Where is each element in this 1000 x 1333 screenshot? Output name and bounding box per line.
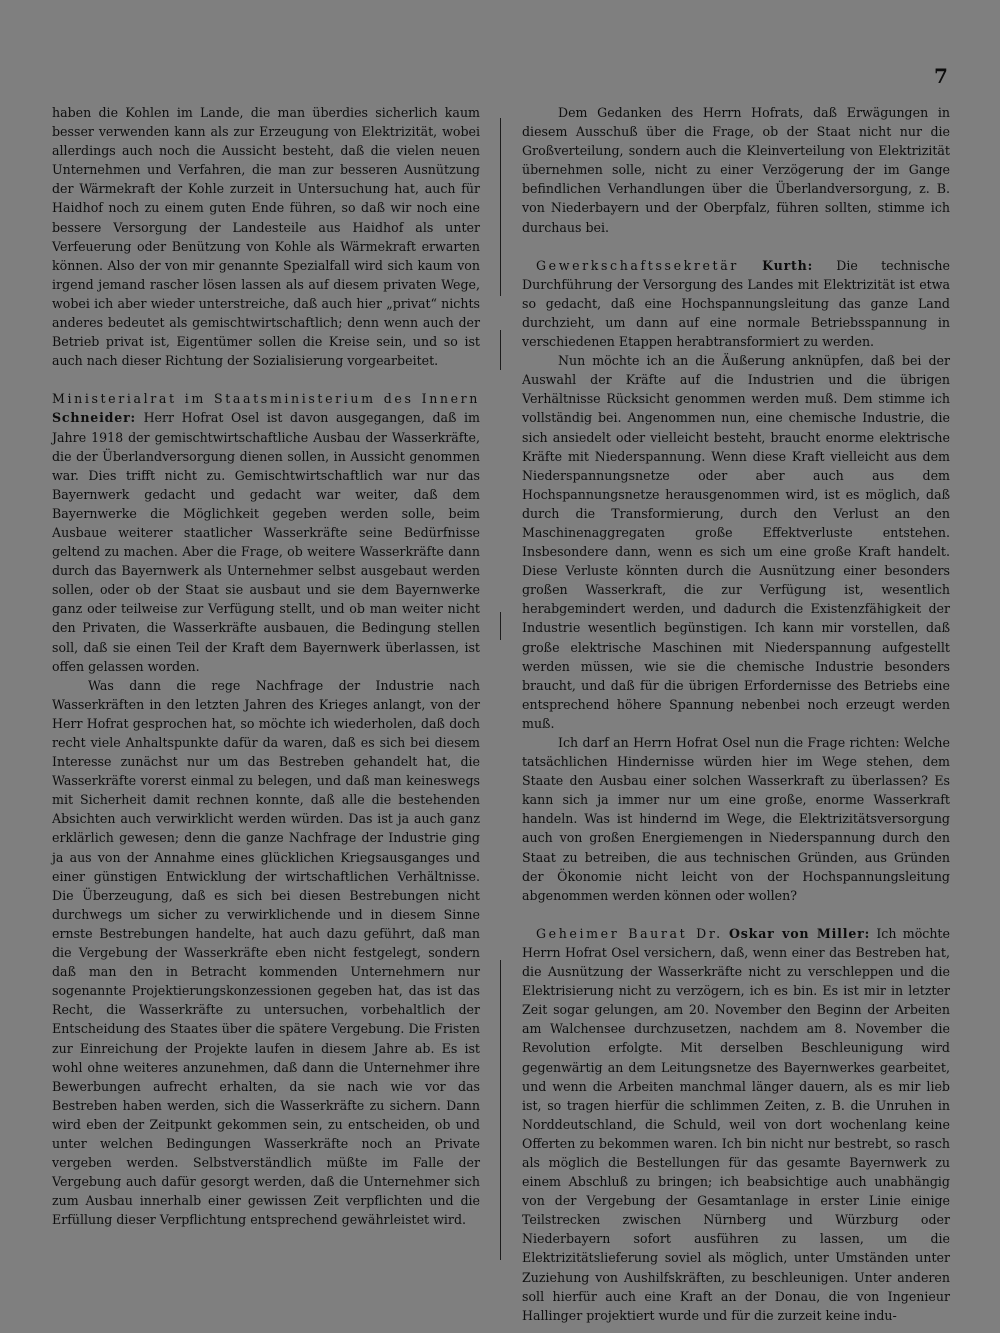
column-rule (500, 612, 501, 640)
paragraph: Nun möchte ich an die Äußerung anknüpfen, daß bei der Auswahl der Kräfte auf die Industrien und die übrigen Verhältnisse Rücksicht genommen werden muß. Dem stimme ich vollständig bei. Angenommen nun, eine chemische Industrie, die sich ansiedelt oder vielleicht besteht, braucht enorme elektrische Kräfte mit Niederspannung. Wenn diese Kraft vielleicht aus dem Niederspannungsnetze oder aber auch aus dem Hochspannungsnetze herausgenommen wird, ist es möglich, daß durch die Transformierung, durch den Verlust an den Maschinenaggregaten große Effektverluste entstehen. Insbesondere dann, wenn es sich um eine große Kraft handelt. Diese Verluste könnten durch die Ausnützung einer besonders großen Wasserkraft, die zur Verfügung ist, wesentlich herabgemindert werden, und dadurch die Existenzfähigkeit der Industrie wesentlich begünstigen. Ich kann mir vorstellen, daß große elektrische Maschinen mit Niederspannung aufgestellt werden müssen, wie sie die chemische Industrie besonders braucht, und daß für die übrigen Erfordernisse des Betriebs eine entsprechend höhere Spannung nebenbei noch erzeugt werden muß. (522, 353, 950, 731)
speaker-paragraph (522, 924, 950, 1325)
speaker-name: Kurth: (762, 257, 814, 273)
right-column (522, 103, 950, 1325)
speaker-title: Geheimer Baurat Dr. (536, 925, 723, 941)
speaker-paragraph (52, 389, 480, 675)
speech-text: Ich möchte Herrn Hofrat Osel versichern, daß, wenn einer das Bestreben hat, die Ausnützung der Wasserkräfte nicht zu verschleppen und die Elektrisierung nicht zu verzögern, ich es bin. Es ist mir in letzter Zeit sogar gelungen, am 20. November den Beginn der Arbeiten am Walchensee durchzusetzen, nachdem am 8. November die Revolution erfolgte. Mit derselben Beschleunigung wird gegenwärtig an dem Leitungsnetze des Bayernwerkes gearbeitet, und wenn die Arbeiten manchmal länger dauern, als es mir lieb ist, so tragen hierfür die schlimmen Zeiten, z. B. die Unruhen in Norddeutschland, die Schuld, weil von dort wochenlang keine Offerten zu bekommen waren. Ich bin nicht nur bestrebt, so rasch als möglich die Bestellungen für das gesamte Bayernwerk zu einem Abschluß zu bringen; ich beabsichtige auch unabhängig von der Vergebung der Gesamtanlage in erster Linie einige Teilstrecken zwischen Nürnberg und Würzburg oder Niederbayern sofort ausführen zu lassen, um die Elektrizitätslieferung soviel als möglich, unter Umständen unter Zuziehung von Aushilfskräften, zu beschleunigen. Unter anderen soll hierfür auch eine Kraft an der Donau, die von Ingenieur Hallinger projektiert wurde und für die zurzeit keine indu- (522, 925, 950, 1323)
speaker-name: Schneider: (52, 410, 136, 426)
paragraph: Was dann die rege Nachfrage der Industrie nach Wasserkräften in den letzten Jahren des Krieges anlangt, von der Herr Hofrat gesprochen hat, so möchte ich wiederholen, daß doch recht viele Anhaltspunkte dafür da waren, daß es sich bei diesem Interesse zunächst nur um das Bestreben gehandelt hat, die Wasserkräfte vorerst einmal zu belegen, und daß man keineswegs mit Sicherheit damit rechnen konnte, daß alle die bestehenden Absichten auch verwirklicht werden würden. Das ist ja auch ganz erklärlich gewesen; denn die ganze Nachfrage der Industrie ging ja aus von der Annahme eines glücklichen Kriegsausganges und einer günstigen Entwicklung der wirtschaftlichen Verhältnisse. Die Überzeugung, daß es sich bei diesen Bestrebungen nicht durchwegs um sicher zu verwirklichende und in diesem Sinne ernste Bestrebungen handelte, hat auch dazu geführt, daß man die Vergebung der Wasserkräfte eben nicht festgelegt, sondern daß man den in Betracht kommenden Unternehmern nur sogenannte Projektierungskonzessionen gegeben hat, das ist das Recht, die Wasserkräfte zu untersuchen, vorbehaltlich der Entscheidung des Staates über die spätere Vergebung. Die Fristen zur Einreichung der Projekte laufen in diesem Jahre ab. Es ist wohl ohne weiteres anzunehmen, daß dann die Unternehmer ihre Bewerbungen aufrecht erhalten, da sie nach wie vor das Bestreben haben werden, sich die Wasserkräfte zu sichern. Dann wird eben der Zeitpunkt gekommen sein, zu entscheiden, ob und unter welchen Bedingungen Wasserkräfte noch an Private vergeben werden. Selbstverständlich müßte im Falle der Vergebung auch dafür gesorgt werden, daß die Unternehmer sich zum Ausbau innerhalb einer gewissen Zeit verpflichten und die Erfüllung dieser Verpflichtung entsprechend gewährleistet wird. (52, 677, 480, 1228)
speech-text: Herr Hofrat Osel ist davon ausgegangen, daß im Jahre 1918 der gemischtwirtschaftliche Ausbau der Wasserkräfte, die der Überlandversorgung dienen sollen, in Aussicht genommen war. Dies trifft nicht zu. Gemischtwirtschaftlich war nur das Bayernwerk gedacht und gedacht war weiter, daß dem Bayernwerke die Möglichkeit gegeben werden solle, beim Ausbaue weiterer staatlicher Wasserkräfte seine Bedürfnisse geltend zu machen. Aber die Frage, ob weitere Wasserkräfte dann durch das Bayernwerk als Unternehmer selbst ausgebaut werden sollen, oder ob der Staat sie ausbaut und sie dem Bayernwerke ganz oder teilweise zur Verfügung stellt, und ob man weiter nicht den Privaten, die Wasserkräfte ausbauen, die Bedingung stellen soll, daß sie einen Teil der Kraft dem Bayernwerk überlassen, ist offen gelassen worden. (52, 410, 480, 674)
page-number: 7 (934, 64, 948, 88)
speaker-paragraph (522, 256, 950, 351)
speaker-name: Oskar von Miller: (729, 925, 871, 941)
speaker-title: Gewerkschaftssekretär (536, 257, 739, 273)
paragraph: Ich darf an Herrn Hofrat Osel nun die Frage richten: Welche tatsächlichen Hindernisse würden hier im Wege stehen, dem Staate den Ausbau einer solchen Wasserkraft zu überlassen? Es kann sich ja immer nur um eine große, enorme Wasserkraft handeln. Was ist hindernd im Wege, die Elektrizitätsversorgung auch von großen Energiemengen in Niederspannung durch den Staat zu betreiben, die aus technischen Gründen, aus Gründen der Ökonomie nicht leicht von der Hochspannungsleitung abgenommen werden können oder wollen? (522, 735, 950, 903)
paragraph: haben die Kohlen im Lande, die man überdies sicherlich kaum besser verwenden kann als zur Erzeugung von Elektrizität, wobei allerdings auch noch die Aussicht besteht, daß die vielen neuen Unternehmen und Verfahren, die man zur besseren Ausnützung der Wärmekraft der Kohle zurzeit in Untersuchung hat, auch für Haidhof noch zu einem guten Ende führen, so daß wir noch eine bessere Versorgung der Landesteile aus Haidhof als unter Verfeuerung oder Benützung von Kohle als Wärmekraft erwarten können. Also der von mir genannte Spezialfall wird sich kaum von irgend jemand rascher lösen lassen als auf diesem privaten Wege, wobei ich aber wieder unterstreiche, daß auch hier „privat“ nichts anderes bedeutet als gemischtwirtschaftlich; denn wenn auch der Betrieb privat ist, Eigentümer sollen die Kreise sein, und so ist auch nach dieser Richtung der Sozialisierung vorgearbeitet. (52, 105, 480, 369)
column-rule (500, 118, 501, 296)
speaker-title: Ministerialrat im Staatsministerium des Innern (52, 391, 480, 407)
column-rule (500, 960, 501, 1260)
paragraph: Dem Gedanken des Herrn Hofrats, daß Erwägungen in diesem Ausschuß über die Frage, ob der Staat nicht nur die Großverteilung, sondern auch die Kleinverteilung von Elektrizität übernehmen solle, nicht zu einer Verzögerung der im Gange befindlichen Verhandlungen über die Überlandversorgung, z. B. von Niederbayern und der Oberpfalz, führen sollten, stimme ich durchaus bei. (522, 105, 950, 235)
column-rule (500, 330, 501, 370)
speech-text: Die technische Durchführung der Versorgung des Landes mit Elektrizität ist etwa so gedacht, daß eine Hochspannungsleitung das ganze Land durchzieht, um dann auf eine normale Betriebsspannung in verschiedenen Etappen herabtransformiert zu werden. (522, 257, 950, 350)
left-column (52, 103, 480, 1229)
